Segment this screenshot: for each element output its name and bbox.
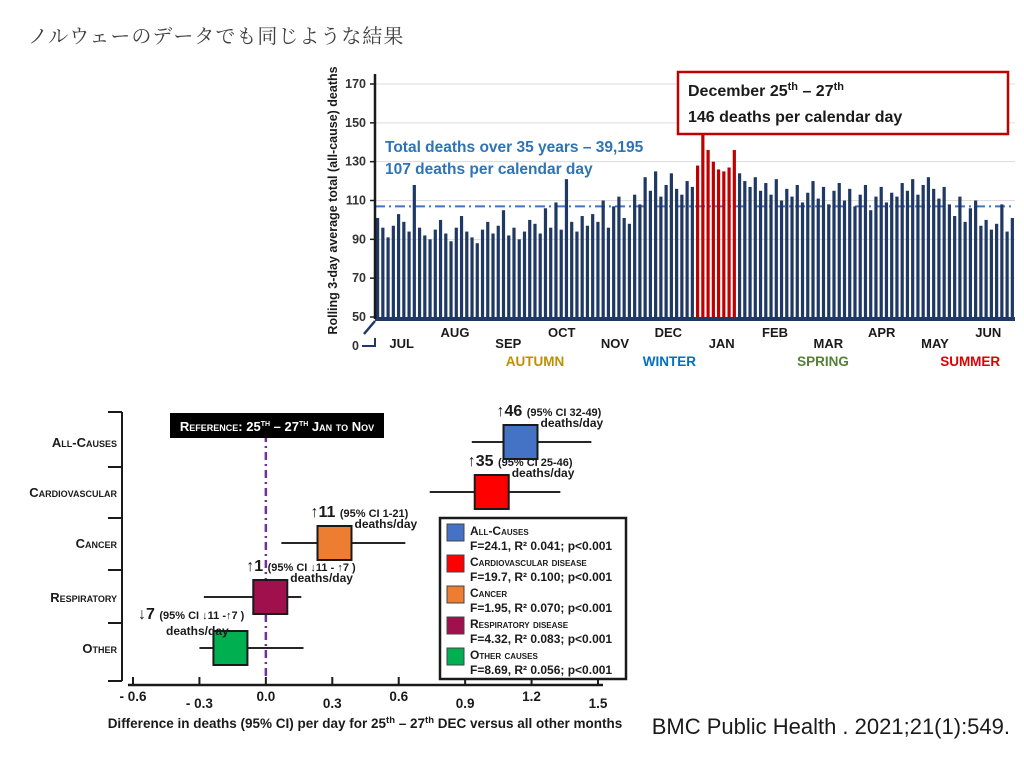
y-axis-title: Rolling 3-day average total (all-cause) deaths [326,66,340,335]
bar [822,187,825,317]
bar [790,197,793,317]
y-tick-label: 110 [345,193,366,208]
bar [633,195,636,317]
bar [659,197,662,317]
bar [748,187,751,317]
bar [948,204,951,317]
bar [958,197,961,317]
bar [434,230,437,317]
legend-label: Cardiovascular disease [470,555,587,569]
bar [413,185,416,317]
bar [754,177,757,317]
total-deaths-annotation-line1: Total deaths over 35 years – 39,195 [385,139,644,156]
legend-label: Cancer [470,586,508,600]
bar [533,224,536,317]
estimate-annotation: ↑1 (95% CI ↓11 - ↑7 ) [246,558,356,575]
bar [827,204,830,317]
legend-label: Other causes [470,648,538,662]
bar-highlight [696,166,699,317]
bar [811,181,814,317]
bar [539,234,542,317]
december-callout-line1: December 25th – 27th [688,80,844,100]
bar [670,173,673,317]
bar [381,228,384,317]
bar [596,222,599,317]
bar [665,185,668,317]
month-label: JAN [708,336,735,351]
estimate-square [475,475,509,509]
estimate-annotation: ↑11 (95% CI 1-21) [310,504,409,521]
bar [497,226,500,317]
legend-stats: F=1.95, R² 0.070; p<0.001 [470,601,613,615]
bar [680,195,683,317]
bar [864,185,867,317]
bar [901,183,904,317]
bar [869,210,872,317]
bar [607,228,610,317]
bar [911,179,914,317]
bar [392,226,395,317]
bar [638,204,641,317]
bar [764,183,767,317]
bar-highlight [701,131,704,317]
bar [439,220,442,317]
slide-title: ノルウェーのデータでも同じような結果 [28,26,405,48]
season-label: AUTUMN [505,354,565,369]
month-label: FEB [762,325,788,340]
bar [449,241,452,317]
bar [507,235,510,317]
bar [512,228,515,317]
month-label: MAY [921,336,949,351]
bar [895,197,898,317]
bar [518,239,521,317]
legend-label: Respiratory disease [470,617,569,631]
bar [848,189,851,317]
bar [570,222,573,317]
rolling-deaths-bar-chart [325,64,1024,374]
legend-swatch [447,648,464,665]
bar [880,187,883,317]
y-tick-label: 150 [345,115,366,130]
x-tick-label: 0.6 [389,689,409,704]
estimate-square [504,425,538,459]
legend-label: All-Causes [470,524,529,538]
estimate-unit-label: deaths/day [354,517,418,531]
bar [491,234,494,317]
bar [885,202,888,317]
bar [418,228,421,317]
x-axis-title: Difference in deaths (95% CI) per day for 25th – 27th DEC versus all other months [107,714,623,731]
bar [759,191,762,317]
bar [937,199,940,317]
y-tick-label: 70 [352,271,366,286]
estimate-unit-label: deaths/day [290,571,353,585]
total-deaths-annotation-line2: 107 deaths per calendar day [385,161,593,178]
bar [528,220,531,317]
bar [402,222,405,317]
bar [628,224,631,317]
bar-highlight [712,162,715,317]
bar [554,202,557,317]
estimate-annotation: ↓7 (95% CI ↓11 -↑7 ) [138,606,245,623]
bar-highlight [733,150,736,317]
estimate-square [253,580,287,614]
bar [964,222,967,317]
bar [969,208,972,317]
bar [407,232,410,317]
bar [654,171,657,317]
month-label: MAR [813,336,844,351]
y-tick-label: 90 [352,232,366,247]
bar-highlight [722,171,725,317]
bar [738,173,741,317]
bar [780,201,783,318]
season-label: SUMMER [940,354,1001,369]
y-tick-label: 50 [352,310,366,324]
bar [743,181,746,317]
bar [617,197,620,317]
bar [943,187,946,317]
bar [428,239,431,317]
bar-highlight [727,167,730,317]
month-label: APR [867,325,896,340]
month-label: OCT [547,325,576,340]
bar [922,185,925,317]
bar [979,226,982,317]
category-label: All-Causes [51,435,117,450]
bar [602,201,605,318]
legend-swatch [447,524,464,541]
bar [644,177,647,317]
estimate-square [318,526,352,560]
x-tick-label: 1.2 [522,689,541,704]
category-label: Cardiovascular [29,485,117,500]
bar [523,232,526,317]
bar [853,206,856,317]
y-tick-label: 130 [345,154,366,169]
bar [1011,218,1014,317]
bar [769,195,772,317]
bar [476,243,479,317]
bar [832,191,835,317]
legend-stats: F=4.32, R² 0.083; p<0.001 [470,632,613,646]
axis-break-step [362,338,375,346]
bar [906,191,909,317]
bar [890,193,893,317]
bar [565,179,568,317]
bar [586,226,589,317]
bar [775,179,778,317]
legend-swatch [447,555,464,572]
bar [549,228,552,317]
bar [932,189,935,317]
bar [423,235,426,317]
bar [817,199,820,317]
month-label: DEC [654,325,683,340]
estimate-unit-label: deaths/day [540,416,604,430]
bar [859,195,862,317]
citation: BMC Public Health . 2021;21(1):549. [651,714,1010,739]
bar [397,214,400,317]
bar [575,232,578,317]
category-label: Respiratory [50,590,117,605]
reference-box-label: Reference: 25th – 27th Jan to Nov [179,418,375,434]
bar [386,237,389,317]
bar [843,201,846,318]
bar [691,187,694,317]
bar-highlight [706,150,709,317]
bar [486,222,489,317]
legend-swatch [447,617,464,634]
legend-stats: F=24.1, R² 0.041; p<0.001 [470,539,613,553]
month-label: JUL [389,336,414,351]
estimate-annotation: ↑46 (95% CI 32-49) [496,403,602,420]
bar-highlight [717,169,720,317]
month-label: NOV [600,336,630,351]
legend-swatch [447,586,464,603]
rolling-deaths-bar-chart-svg [325,64,1024,374]
y-tick-label: 170 [345,77,366,91]
season-label: SPRING [797,354,849,369]
bar [612,206,615,317]
bar [927,177,930,317]
y-zero-label: 0 [352,339,359,353]
bar [544,208,547,317]
x-tick-label: 1.5 [588,696,608,711]
x-tick-label: 0.3 [322,696,342,711]
bar [974,201,977,318]
december-callout-line2: 146 deaths per calendar day [688,109,903,126]
bar [649,191,652,317]
bar [801,202,804,317]
bar [1000,204,1003,317]
bar [1006,232,1009,317]
bar [581,216,584,317]
bar [460,216,463,317]
month-label: AUG [440,325,470,340]
x-tick-label: 0.9 [455,696,475,711]
bar [376,218,379,317]
x-axis-baseline [375,317,1015,321]
x-tick-label: 0.0 [256,689,276,704]
estimate-unit-label: deaths/day [511,466,575,480]
category-label: Cancer [75,536,117,551]
estimate-unit-label: deaths/day [166,624,229,638]
bar [916,195,919,317]
bar [838,183,841,317]
cause-difference-forest-plot [20,398,665,743]
legend-stats: F=8.69, R² 0.056; p<0.001 [470,663,613,677]
bar [560,230,563,317]
x-tick-label: - 0.3 [185,696,213,711]
category-label: Other [82,641,117,656]
bar [686,181,689,317]
bar [455,228,458,317]
bar [481,230,484,317]
bar [470,237,473,317]
bar [465,232,468,317]
estimate-annotation: ↑35 (95% CI 25-46) [467,453,573,470]
bar [502,210,505,317]
bar [953,216,956,317]
cause-difference-forest-plot-svg [20,398,665,743]
bar [785,189,788,317]
bar [675,189,678,317]
bar [796,185,799,317]
bar [995,224,998,317]
bar [806,193,809,317]
legend-stats: F=19.7, R² 0.100; p<0.001 [470,570,613,584]
season-label: WINTER [642,354,697,369]
bar [444,234,447,317]
bar [623,218,626,317]
x-tick-label: - 0.6 [119,689,147,704]
bar [990,230,993,317]
month-label: JUN [975,325,1002,340]
month-label: SEP [495,336,522,351]
bar [985,220,988,317]
bar [874,197,877,317]
bar [591,214,594,317]
